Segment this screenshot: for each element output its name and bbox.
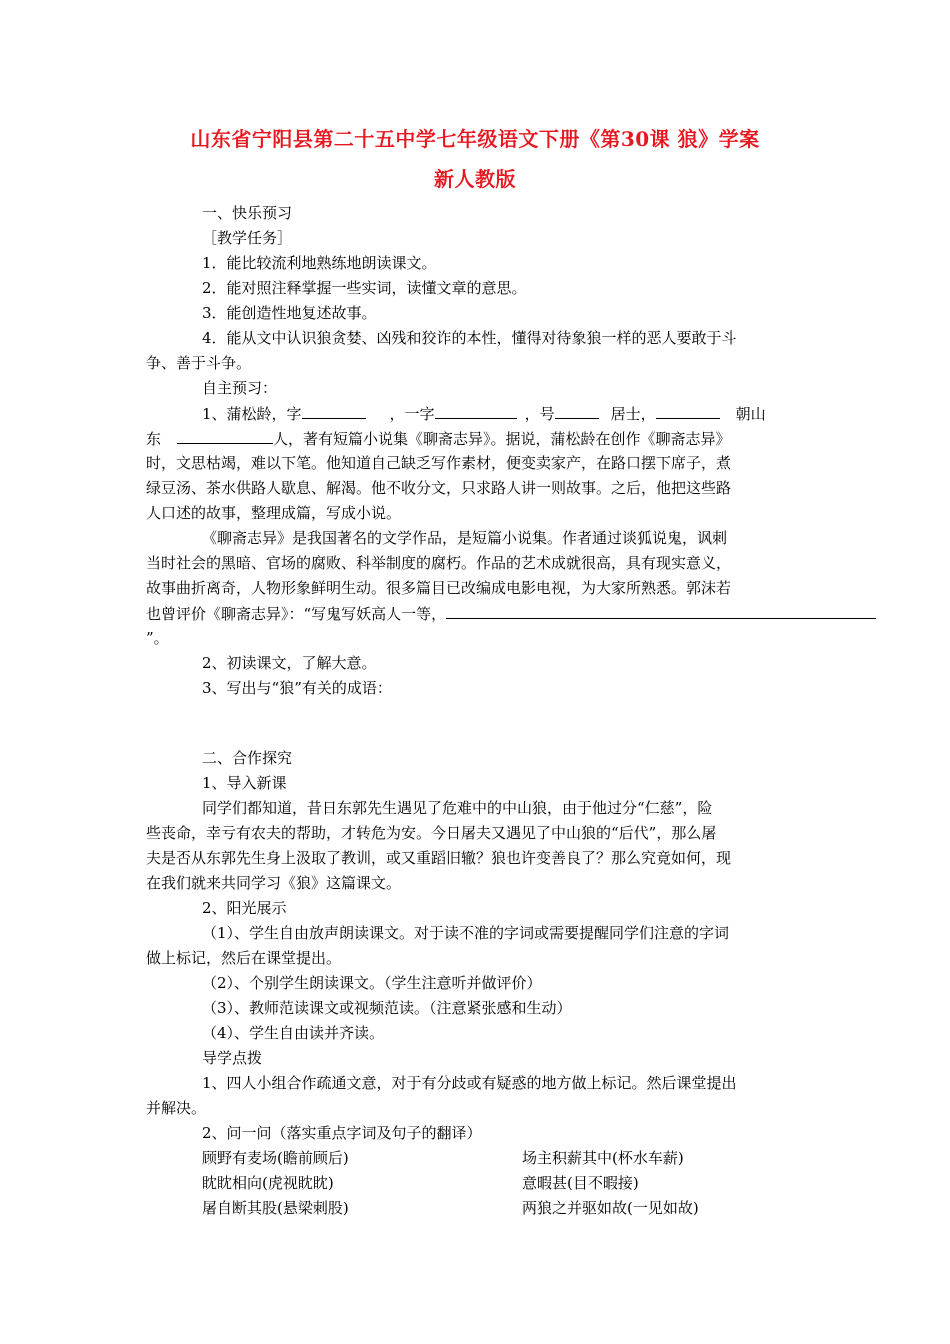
guide-item-1-line1: 1、四人小组合作疏通文意，对于有分歧或有疑惑的地方做上标记。然后课堂提出 (202, 1074, 737, 1092)
self-preview-heading: 自主预习： (202, 379, 278, 397)
blank-pseudonym[interactable] (555, 403, 599, 419)
task-item-2: 2．能对照注释掌握一些实词，读懂文章的意思。 (202, 279, 527, 297)
q1-text-hao: ，号 (524, 405, 555, 423)
show-item-2: （2）、个别学生朗读课文。（学生注意听并做评价） (202, 974, 542, 992)
q1-text-yizi: ，一字 (389, 405, 435, 423)
show-item-3: （3）、教师范读课文或视频范读。（注意紧张感和生动） (202, 999, 572, 1017)
preview-q1-line5: 人口述的故事，整理成篇，写成小说。 (146, 504, 402, 522)
q1-text-dong: 东 (146, 430, 162, 448)
task-item-3: 3．能创造性地复述故事。 (202, 304, 377, 322)
q1-text-jushi: 居士， (610, 405, 656, 423)
task-item-1: 1．能比较流利地熟练地朗读课文。 (202, 254, 437, 272)
guide-heading: 导学点拨 (202, 1049, 263, 1067)
vocab-pair-right-2: 意暇甚(目不暇接) (522, 1174, 639, 1192)
document-title-line1: 山东省宁阳县第二十五中学七年级语文下册《第30课 狼》学案 (190, 127, 760, 151)
intro-heading: 1、导入新课 (202, 774, 287, 792)
section2-heading: 二、合作探究 (202, 749, 293, 767)
preview-q1-line3: 时，文思枯竭，难以下笔。他知道自己缺乏写作素材，便变卖家产，在路口摆下席子，煮 (146, 454, 732, 472)
preview-q1-line4: 绿豆汤、茶水供路人歇息、解渴。他不收分文，只求路人讲一则故事。之后，他把这些路 (146, 479, 732, 497)
preview-p2-line4 (146, 603, 876, 624)
preview-q1-line1 (202, 403, 766, 424)
guide-item-1-line2: 并解决。 (146, 1099, 207, 1117)
section1-heading: 一、快乐预习 (202, 204, 293, 222)
vocab-pair-left-1: 顾野有麦场(瞻前顾后) (202, 1149, 349, 1167)
vocab-pair-right-1: 场主积薪其中(杯水车薪) (522, 1149, 684, 1167)
blank-alt-name[interactable] (435, 403, 517, 419)
guide-item-2: 2、问一问（落实重点字词及句子的翻译） (202, 1124, 482, 1142)
p2-quote-text: 也曾评价《聊斋志异》：“写鬼写妖高人一等， (146, 605, 447, 623)
blank-guo-moruo-quote[interactable] (446, 603, 876, 619)
task-heading: ［教学任务］ (202, 229, 293, 247)
q1-text-chaoshan: 朝山 (735, 405, 766, 423)
intro-line3: 夫是否从东郭先生身上汲取了教训，或又重蹈旧辙？狼也许变善良了？那么究竟如何，现 (146, 849, 732, 867)
preview-item-2: 2、初读课文，了解大意。 (202, 654, 377, 672)
show-item-1-line2: 做上标记，然后在课堂提出。 (146, 949, 342, 967)
intro-line4: 在我们就来共同学习《狼》这篇课文。 (146, 874, 402, 892)
blank-dynasty[interactable] (656, 403, 720, 419)
vocab-pair-left-2: 眈眈相向(虎视眈眈) (202, 1174, 334, 1192)
task-item-4-line2: 争、善于斗争。 (146, 354, 252, 372)
show-item-4: （4）、学生自由读并齐读。 (202, 1024, 385, 1042)
intro-line2: 些丧命，幸亏有农夫的帮助，才转危为安。今日屠夫又遇见了中山狼的“后代”，那么屠 (146, 824, 717, 842)
preview-p2-line2: 当时社会的黑暗、官场的腐败、科举制度的腐朽。作品的艺术成就很高，具有现实意义， (146, 554, 732, 572)
intro-line1: 同学们都知道，昔日东郭先生遇见了危难中的中山狼，由于他过分“仁慈”，险 (202, 799, 713, 817)
preview-item-3: 3、写出与“狼”有关的成语： (202, 679, 392, 697)
preview-q1-line2 (146, 428, 731, 449)
blank-hometown[interactable] (177, 428, 273, 444)
q1-text-zi: 1、蒲松龄，字 (202, 405, 302, 423)
document-title-line2: 新人教版 (434, 167, 516, 191)
show-item-1-line1: （1）、学生自由放声朗读课文。对于读不准的字词或需要提醒同学们注意的字词 (202, 924, 730, 942)
vocab-pair-left-3: 屠自断其股(悬梁刺股) (202, 1199, 349, 1217)
show-heading: 2、阳光展示 (202, 899, 287, 917)
blank-courtesy-name[interactable] (302, 403, 366, 419)
preview-p2-line1: 《聊斋志异》是我国著名的文学作品，是短篇小说集。作者通过谈狐说鬼，讽刺 (202, 529, 728, 547)
task-item-4-line1: 4．能从文中认识狼贪婪、凶残和狡诈的本性，懂得对待象狼一样的恶人要敢于斗 (202, 329, 737, 347)
preview-p2-line3: 故事曲折离奇，人物形象鲜明生动。很多篇目已改编成电影电视，为大家所熟悉。郭沫若 (146, 579, 732, 597)
vocab-pair-right-3: 两狼之并驱如故(一见如故) (522, 1199, 699, 1217)
preview-p2-line5: ”。 (146, 629, 169, 647)
q1-text-person: 人，著有短篇小说集《聊斋志异》。据说，蒲松龄在创作《聊斋志异》 (273, 430, 731, 448)
